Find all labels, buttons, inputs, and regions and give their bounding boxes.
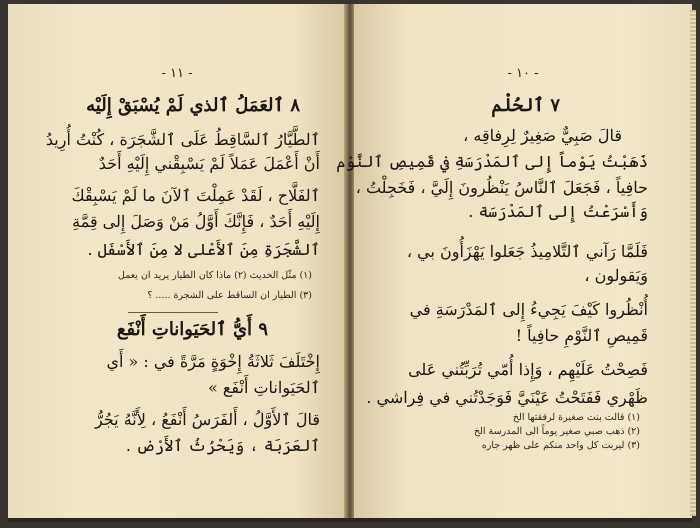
footnote: (٢) ذهب صبي صغير يوماً الى المدرسة الخ — [473, 426, 640, 437]
body-line: أَنْ أَعْمَلَ عَمَلاً لَمْ يَسْبِقْني إِلَيْهِ أَحَدٌ — [98, 154, 320, 173]
body-line: ظَهْري فَفَتَحْتُ عَيْنَيَّ فَوَجَدْتُني في فِراشي . — [366, 388, 648, 407]
body-line: ٱلشَّجَرَةِ مِنَ ٱلأَعْلى لا مِنَ ٱلأَسْفَل . — [87, 240, 320, 259]
body-line: فَلَمَّا رَآني ٱلتَّلامِيذُ جَعَلوا يَهْزَأُونَ بي ، — [406, 242, 648, 261]
right-page — [336, 4, 692, 518]
footnote: (١) مثّل الحديث (٢) ماذا كان الطيار يريد ان يعمل — [118, 270, 312, 281]
body-line: ذَهَبْتُ يَوْماً إِلى ٱلمَدْرَسَةِ في قَمِيصِ ٱلنَّوْم — [336, 152, 648, 171]
left-page — [8, 4, 346, 518]
section-title-2: ٩ أَيُّ ٱلحَيَواناتِ أَنْفَع — [116, 319, 268, 340]
footnote: (٣) ليربت كل واحد منكم على ظهر جاره — [481, 440, 640, 451]
body-line: قَمِيصِ ٱلنَّوْمِ حافِياً ! — [515, 326, 648, 345]
page-number: - ١١ - — [161, 66, 193, 81]
body-line: وَيَقولون ، — [584, 266, 648, 285]
footnote: (١) قالت بنت صغيرة لرفقتها الخ — [512, 412, 640, 423]
body-line: قالَ ٱلأَوَّلُ ، أَلفَرَسُ أَنْفَعُ ، لِأَنَّهُ يَجُرُّ — [95, 410, 320, 429]
body-line: ٱلحَيَواناتِ أَنْفَع » — [208, 378, 320, 397]
book-spread — [8, 4, 692, 522]
body-line: ٱلطَّيَّارُ ٱلسَّاقِطُ عَلَى ٱلشَّجَرَة ، كُنْتُ أُرِيدُ — [45, 130, 320, 149]
body-line: أُنْظُروا كَيْفَ يَجِيءُ إِلى ٱلمَدْرَسَةِ في — [409, 300, 648, 319]
body-line: ٱلعَرَبَة ، وَيَحْرُثُ ٱلأَرْض . — [125, 436, 320, 455]
section-title: ٧ ٱلحُلْم — [491, 95, 560, 116]
body-line: وَأَسْرَعْتُ إِلى ٱلمَدْرَسَة . — [468, 202, 648, 221]
footnote: (٣) الطيار ان الساقط على الشجرة ..... ؟ — [147, 290, 312, 301]
body-line: فَصِحْتُ عَلَيْهِم ، وَإِذا أُمّي تُرَبِّتُني عَلى — [408, 360, 648, 379]
page-edge — [690, 10, 696, 516]
section-title: ٨ ٱلعَمَلُ ٱلذي لَمْ يُسْبَقْ إِلَيْه — [86, 95, 300, 116]
body-line: إِخْتَلَفَ ثَلاثَةُ إِخْوَةٍ مَرَّةً في : « أَي — [106, 352, 320, 371]
body-line: قالَ صَبِيٌّ صَغِيرٌ لِرِفاقِه ، — [463, 126, 622, 145]
body-line: ٱلفَلَّاح ، لَقَدْ عَمِلْتَ ٱلآنَ ما لَمْ يَسْبِقْكَ — [71, 186, 320, 205]
body-line: حافِياً ، فَجَعَلَ ٱلنَّاسُ يَنْظُرونَ إِلَيَّ ، فَخَجِلْتُ ، — [355, 178, 648, 197]
section-divider — [128, 312, 218, 313]
body-line: إِلَيْهِ أَحَدٌ ، فَإِنَّكَ أَوَّلُ مَنْ وَصَلَ إِلى قِمَّةِ — [72, 212, 320, 231]
page-number: - ١٠ - — [507, 66, 539, 81]
